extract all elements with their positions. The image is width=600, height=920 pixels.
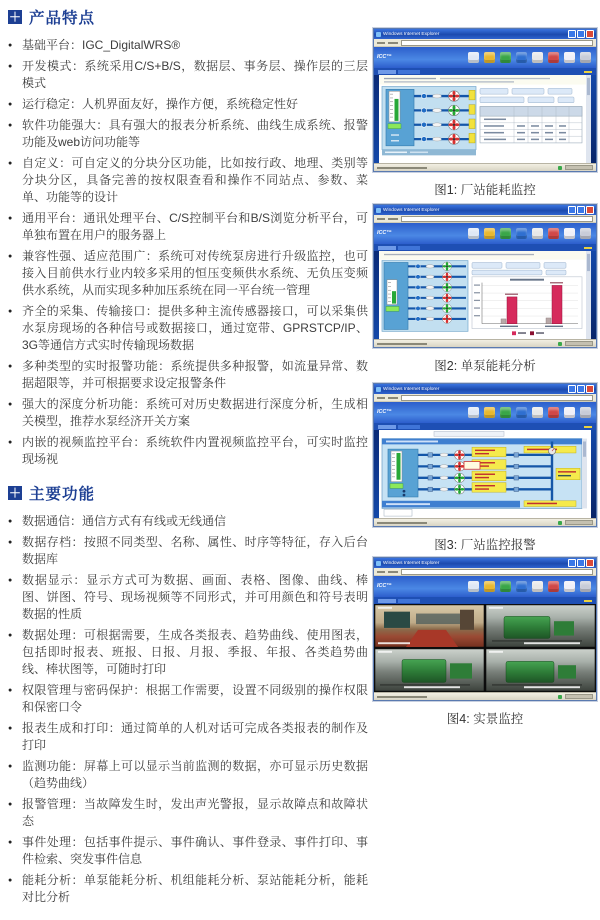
nav-tab — [398, 425, 420, 429]
nav-strip — [374, 423, 596, 430]
address-bar — [401, 395, 593, 401]
maximize-icon — [577, 385, 585, 393]
app-logo: ICC™ — [377, 409, 392, 415]
function-item: ● 权限管理与密码保护：根据工作需要，设置不同级别的操作权限和保密口令 — [8, 682, 368, 716]
toolbar-icon — [484, 52, 495, 63]
app-header — [374, 223, 596, 244]
status-segment — [565, 165, 593, 170]
toolbar-icon — [532, 228, 543, 239]
close-icon — [586, 30, 594, 38]
toolbar-icon — [516, 581, 527, 592]
nav-strip — [374, 597, 596, 604]
nav-strip — [374, 68, 596, 75]
ie-icon — [376, 208, 381, 213]
nav-tab — [398, 70, 420, 74]
ie-icon — [376, 387, 381, 392]
app-logo: ICC™ — [377, 230, 392, 236]
status-bar — [374, 518, 596, 526]
close-icon — [586, 385, 594, 393]
function-item: ● 能耗分析：单泵能耗分析、机组能耗分析、泵站能耗分析，能耗对比分析 — [8, 872, 368, 906]
status-segment — [565, 341, 593, 346]
window-content — [374, 251, 596, 339]
feature-item: ● 自定义：可自定义的分块分区功能，比如按行政、地理、类别等分块分区，具备完善的按权限查看和操作不同站点、参数、菜单、功能等的设计 — [8, 155, 368, 206]
nav-end-decor — [584, 71, 592, 73]
zone-icon — [558, 342, 562, 346]
close-icon — [586, 206, 594, 214]
feature-item: ● 齐全的采集、传输接口：提供多种主流传感器接口，可以采集供水泵房现场的各种信号或数据接口，通过宽带、GPRSTCP/IP、3G等通信方式实时传输现场数据 — [8, 303, 368, 354]
function-item: ● 数据显示：显示方式可为数据、画面、表格、图像、曲线、棒图、饼图、符号、现场视频等不同形式，并可用颜色和符号表明数据的性质 — [8, 572, 368, 623]
menu-item — [377, 42, 385, 44]
window-content — [374, 604, 596, 692]
toolbar-icon — [532, 581, 543, 592]
figure-caption: 图3: 厂站监控报警 — [434, 538, 536, 552]
toolbar-icon — [500, 581, 511, 592]
window-buttons — [568, 385, 594, 393]
feature-item: ● 多种类型的实时报警功能：系统提供多种报警，如流量异常、数据超限等，并可根据要求设定报警条件 — [8, 358, 368, 392]
feature-item: ● 软件功能强大：具有强大的报表分析系统、曲线生成系统、报警功能及web访问功能等 — [8, 117, 368, 151]
toolbar-icon — [484, 228, 495, 239]
ie-icon — [376, 32, 381, 37]
toolbar-icon — [580, 228, 591, 239]
window-content — [374, 430, 596, 518]
product-features-list — [8, 37, 368, 468]
function-item: ● 监测功能：屏幕上可以显示当前监测的数据，亦可显示历史数据（趋势曲线） — [8, 758, 368, 792]
app-header — [374, 402, 596, 423]
toolbar-icon — [532, 52, 543, 63]
window-buttons — [568, 30, 594, 38]
address-bar — [401, 40, 593, 46]
function-item: ● 报表生成和打印：通过简单的人机对话可完成各类报表的制作及打印 — [8, 720, 368, 754]
maximize-icon — [577, 206, 585, 214]
toolbar-icon — [468, 581, 479, 592]
zone-icon — [558, 521, 562, 525]
status-segment — [565, 520, 593, 525]
figure-caption: 图1: 厂站能耗监控 — [434, 183, 536, 197]
section-title: 主要功能 — [29, 486, 96, 503]
plus-box-icon: ＋ — [8, 10, 21, 24]
function-item: ● 报警管理：当故障发生时，发出声光警报，显示故障点和故障状态 — [8, 796, 368, 830]
close-icon — [586, 559, 594, 567]
function-item: ● 数据处理：可根据需要，生成各类报表、趋势曲线、使用图表，包括即时报表、班报、日报、月报、季报、年报、各类趋势曲线、棒状图等，可随时打印 — [8, 627, 368, 678]
app-header — [374, 47, 596, 68]
function-item: ● 事件处理：包括事件提示、事件确认、事件登录、事件打印、事件检索、突发事件信息 — [8, 834, 368, 868]
window-content — [374, 75, 596, 163]
section-title: 产品特点 — [29, 10, 96, 27]
window-buttons — [568, 206, 594, 214]
function-item: ● 数据存档：按照不同类型、名称、属性、时序等特征，存入后台数据库 — [8, 534, 368, 568]
address-bar — [401, 569, 593, 575]
screenshot-window-2 — [373, 204, 597, 348]
zone-icon — [558, 695, 562, 699]
toolbar-icon — [580, 407, 591, 418]
nav-tab — [378, 425, 396, 429]
window-title: Windows Internet Explorer — [383, 386, 440, 392]
window-titlebar — [374, 205, 596, 215]
menu-item — [377, 397, 385, 399]
toolbar-icon — [532, 407, 543, 418]
zone-icon — [558, 166, 562, 170]
screenshot-window-4 — [373, 557, 597, 701]
status-text-decor — [377, 696, 427, 698]
app-toolbar — [414, 407, 593, 418]
nav-tab — [378, 599, 396, 603]
fig4-camera-grid-graphic — [374, 604, 596, 692]
minimize-icon — [568, 385, 576, 393]
window-title: Windows Internet Explorer — [383, 31, 440, 37]
screenshot-window-3 — [373, 383, 597, 527]
screenshot-window-1 — [373, 28, 597, 172]
menu-item — [388, 42, 398, 44]
window-titlebar — [374, 29, 596, 39]
address-bar — [401, 216, 593, 222]
app-toolbar — [414, 228, 593, 239]
window-buttons — [568, 559, 594, 567]
menu-bar — [374, 568, 596, 576]
menu-bar — [374, 215, 596, 223]
menu-item — [388, 397, 398, 399]
plus-box-icon: ＋ — [8, 486, 21, 500]
menu-bar — [374, 39, 596, 47]
nav-strip — [374, 244, 596, 251]
figure-1 — [373, 28, 597, 198]
feature-item: ● 运行稳定：人机界面友好，操作方便，系统稳定性好 — [8, 96, 368, 113]
feature-item: ● 通用平台：通讯处理平台、C/S控制平台和B/S浏览分析平台，可单独布置在用户的服务器上 — [8, 210, 368, 244]
figure-3 — [373, 383, 597, 553]
maximize-icon — [577, 30, 585, 38]
fig2-chart-graphic — [374, 251, 596, 339]
nav-tab — [378, 70, 396, 74]
status-text-decor — [377, 167, 427, 169]
toolbar-icon — [548, 407, 559, 418]
nav-end-decor — [584, 600, 592, 602]
toolbar-icon — [516, 52, 527, 63]
nav-end-decor — [584, 426, 592, 428]
nav-tab — [398, 246, 420, 250]
status-bar — [374, 163, 596, 171]
feature-item: ● 开发模式：系统采用C/S+B/S，数据层、事务层、操作层的三层模式 — [8, 58, 368, 92]
nav-tab — [378, 246, 396, 250]
toolbar-icon — [580, 52, 591, 63]
app-toolbar — [414, 581, 593, 592]
menu-item — [377, 218, 385, 220]
window-title: Windows Internet Explorer — [383, 560, 440, 566]
toolbar-icon — [484, 407, 495, 418]
status-bar — [374, 692, 596, 700]
fig3-alarm-graphic — [374, 430, 596, 518]
toolbar-icon — [500, 52, 511, 63]
window-titlebar — [374, 558, 596, 568]
toolbar-icon — [548, 52, 559, 63]
menu-item — [388, 571, 398, 573]
minimize-icon — [568, 559, 576, 567]
status-text-decor — [377, 522, 427, 524]
app-logo: ICC™ — [377, 583, 392, 589]
figure-caption: 图2: 单泵能耗分析 — [434, 359, 536, 373]
nav-tab — [398, 599, 420, 603]
minimize-icon — [568, 206, 576, 214]
function-item: ● 数据通信：通信方式有有线或无线通信 — [8, 513, 368, 530]
toolbar-icon — [564, 407, 575, 418]
feature-text-column — [8, 4, 368, 920]
nav-end-decor — [584, 247, 592, 249]
toolbar-icon — [500, 228, 511, 239]
status-segment — [565, 694, 593, 699]
toolbar-icon — [516, 228, 527, 239]
figure-4 — [373, 557, 597, 727]
toolbar-icon — [548, 228, 559, 239]
ie-icon — [376, 561, 381, 566]
toolbar-icon — [564, 228, 575, 239]
app-logo: ICC™ — [377, 54, 392, 60]
screenshot-column — [373, 0, 597, 726]
status-bar — [374, 339, 596, 347]
figure-2 — [373, 204, 597, 374]
figure-caption: 图4: 实景监控 — [446, 712, 524, 726]
toolbar-icon — [564, 52, 575, 63]
toolbar-icon — [516, 407, 527, 418]
toolbar-icon — [564, 581, 575, 592]
feature-item: ● 兼容性强、适应范围广：系统可对传统泵房进行升级监控，也可接入目前供水行业内较多采用的恒压变频供水系统、无负压变频供水系统，从而实现多种加压系统在同一平台统一管理 — [8, 248, 368, 299]
feature-item: ● 基础平台：IGC_DigitalWRS® — [8, 37, 368, 54]
section-header-main-functions — [8, 482, 368, 504]
maximize-icon — [577, 559, 585, 567]
toolbar-icon — [468, 52, 479, 63]
menu-item — [377, 571, 385, 573]
window-title: Windows Internet Explorer — [383, 207, 440, 213]
section-header-product-features — [8, 6, 368, 28]
toolbar-icon — [484, 581, 495, 592]
toolbar-icon — [468, 228, 479, 239]
menu-item — [388, 218, 398, 220]
feature-item: ● 强大的深度分析功能：系统可对历史数据进行深度分析，生成相关模型，推荐水泵经济开关方案 — [8, 396, 368, 430]
toolbar-icon — [580, 581, 591, 592]
fig1-scada-graphic — [374, 75, 596, 163]
app-toolbar — [414, 52, 593, 63]
app-header — [374, 576, 596, 597]
toolbar-icon — [468, 407, 479, 418]
window-titlebar — [374, 384, 596, 394]
status-text-decor — [377, 343, 427, 345]
main-functions-list — [8, 513, 368, 906]
feature-item: ● 内嵌的视频监控平台：系统软件内置视频监控平台，可实时监控现场视 — [8, 434, 368, 468]
minimize-icon — [568, 30, 576, 38]
toolbar-icon — [500, 407, 511, 418]
menu-bar — [374, 394, 596, 402]
toolbar-icon — [548, 581, 559, 592]
